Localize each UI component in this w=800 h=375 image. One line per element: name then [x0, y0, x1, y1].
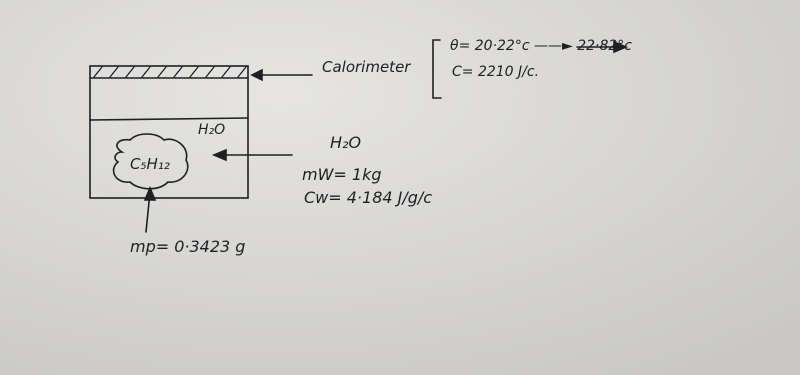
heat-capacity: C= 2210 J/c. [452, 64, 540, 80]
water-specific-heat: Cw= 4·184 J/g/c [304, 188, 433, 207]
calorimeter-label: Calorimeter [322, 58, 411, 76]
temperature-change: θ= 20·22°c ——► 22·82°c [450, 38, 632, 54]
water-mass: mW= 1kg [302, 165, 382, 184]
pentane-mass: mp= 0·3423 g [130, 237, 246, 256]
water-label-in-box: H₂O [198, 122, 226, 138]
water-label: H₂O [330, 133, 362, 152]
sample-label: C₅H₁₂ [130, 155, 170, 173]
